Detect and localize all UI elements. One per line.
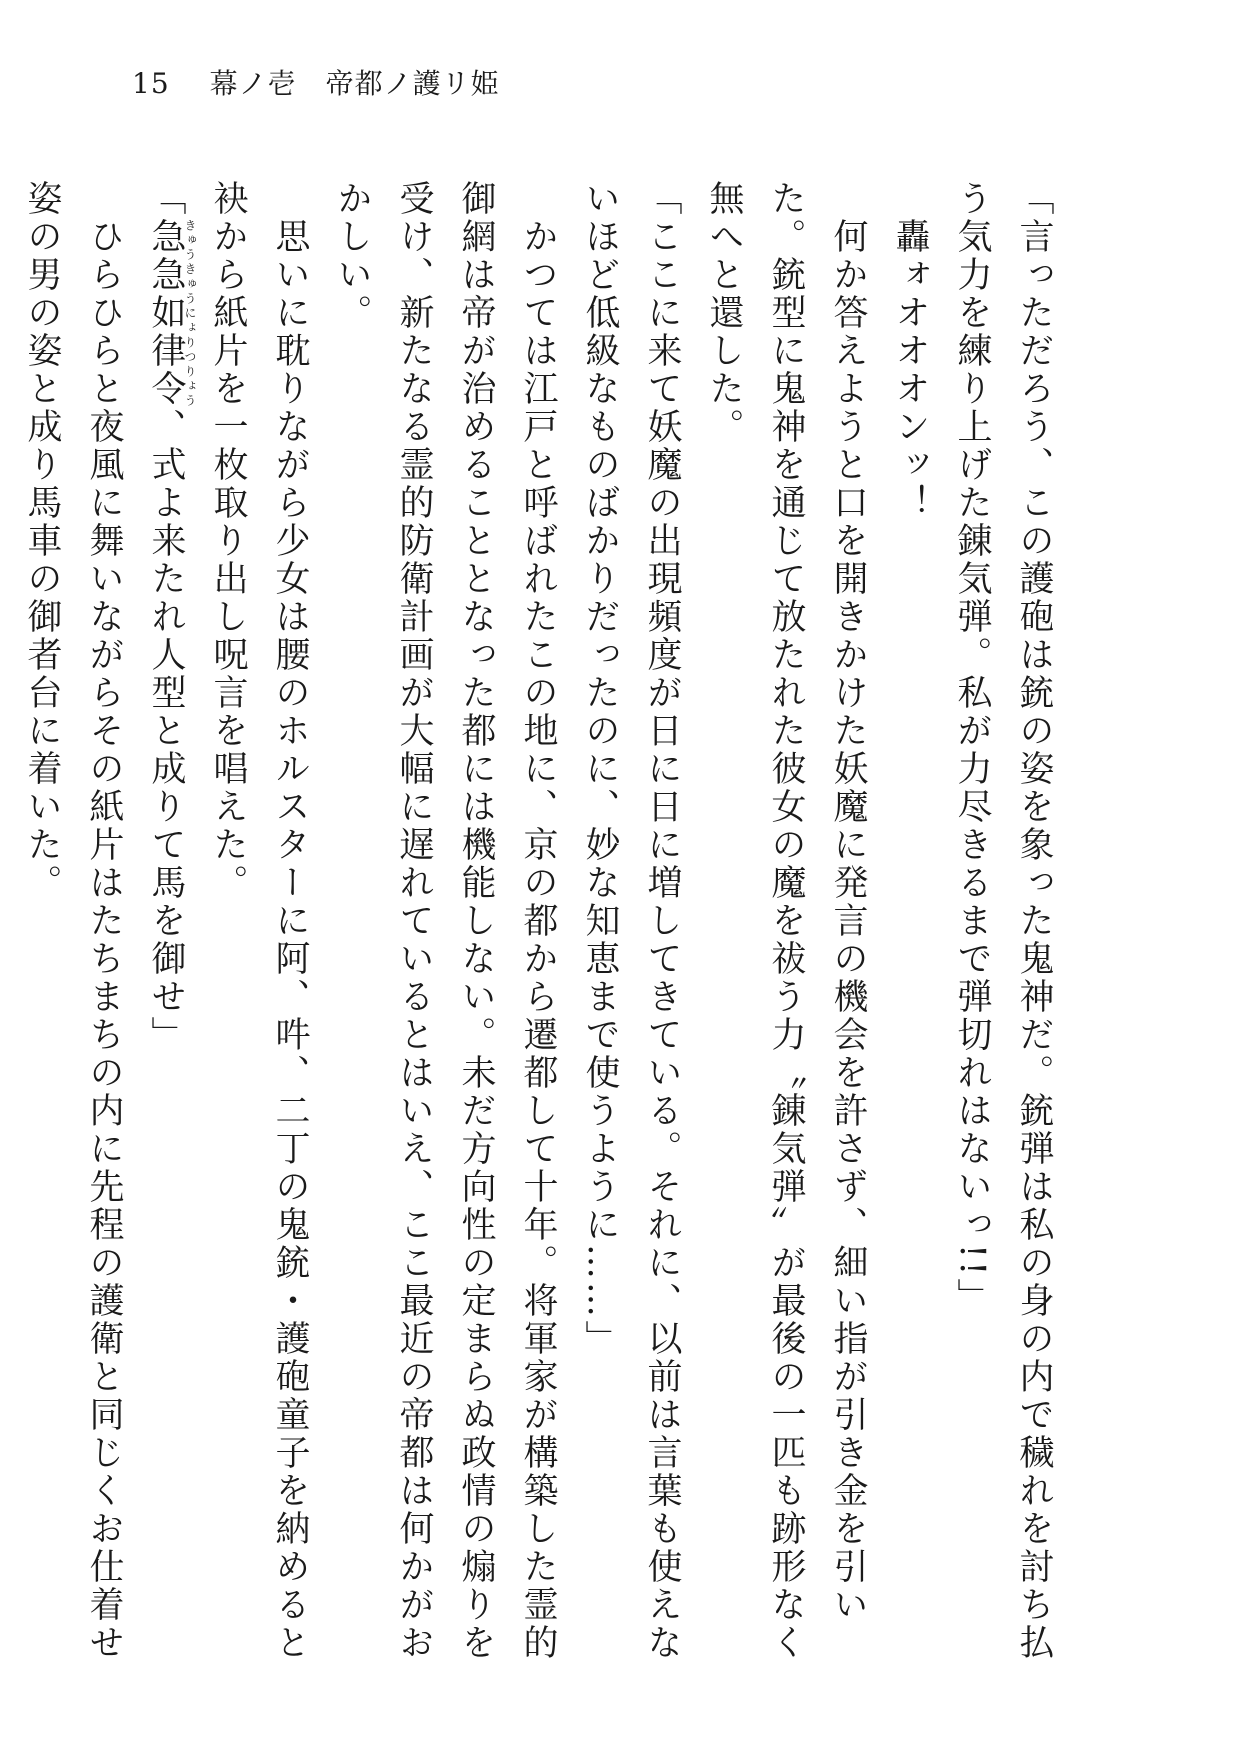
incantation-open: 「 [146,180,186,218]
incantation-rest: 、式よ来たれ人型と成りて馬を御せ」 [146,408,186,1054]
running-title: 幕ノ壱 帝都ノ護リ姫 [209,67,500,100]
paragraph: 思いに耽りながら少女は腰のホルスターに阿、吽、二丁の鬼銃・護砲童子を納めると袂から紙片を一枚取り出し呪言を唱えた。 [208,180,310,1662]
paragraph [0,180,11,1680]
vertical-body-text [22,180,1065,1680]
ruby-base: 急急如律令 [146,218,186,408]
page-header [132,62,500,102]
page-number: 15 [132,67,170,100]
paragraph: 轟ォオオオンッ！ [890,180,930,522]
paragraph: 「言っただろう、この護砲は銃の姿を象った鬼神だ。銃弾は私の身の内で穢れを討ち払う気力を練り上げた錬気弾。私が力尽きるまで弾切れはないっ!!」 [952,180,1054,1662]
ruby-reading: きゅうきゅうにょりつりょう [183,218,197,408]
paragraph: ひらひらと夜風に舞いながらその紙片はたちまちの内に先程の護衛と同じくお仕着せ姿の男の姿と成り馬車の御者台に着いた。 [22,180,124,1662]
paragraph-incantation [135,180,197,1680]
paragraph: 「ここに来て妖魔の出現頻度が日に日に増してきている。それに、以前は言葉も使えないほど低級なものばかりだったのに、妙な知恵まで使うように……」 [580,180,682,1662]
paragraph: かつては江戸と呼ばれたこの地に、京の都から遷都して十年。将軍家が構築した霊的御網は帝が治めることとなった都には機能しない。未だ方向性の定まらぬ政情の煽りを受け、新たなる霊的防衛計画が大幅に遅れているとはいえ、ここ最近の帝都は何かがおかしい。 [332,180,558,1662]
incantation-ruby [146,218,197,408]
paragraph: 何か答えようと口を開きかけた妖魔に発言の機会を許さず、細い指が引き金を引いた。銃型に鬼神を通じて放たれた彼女の魔を祓う力〝錬気弾〟が最後の一匹も跡形なく無へと還した。 [704,180,868,1662]
